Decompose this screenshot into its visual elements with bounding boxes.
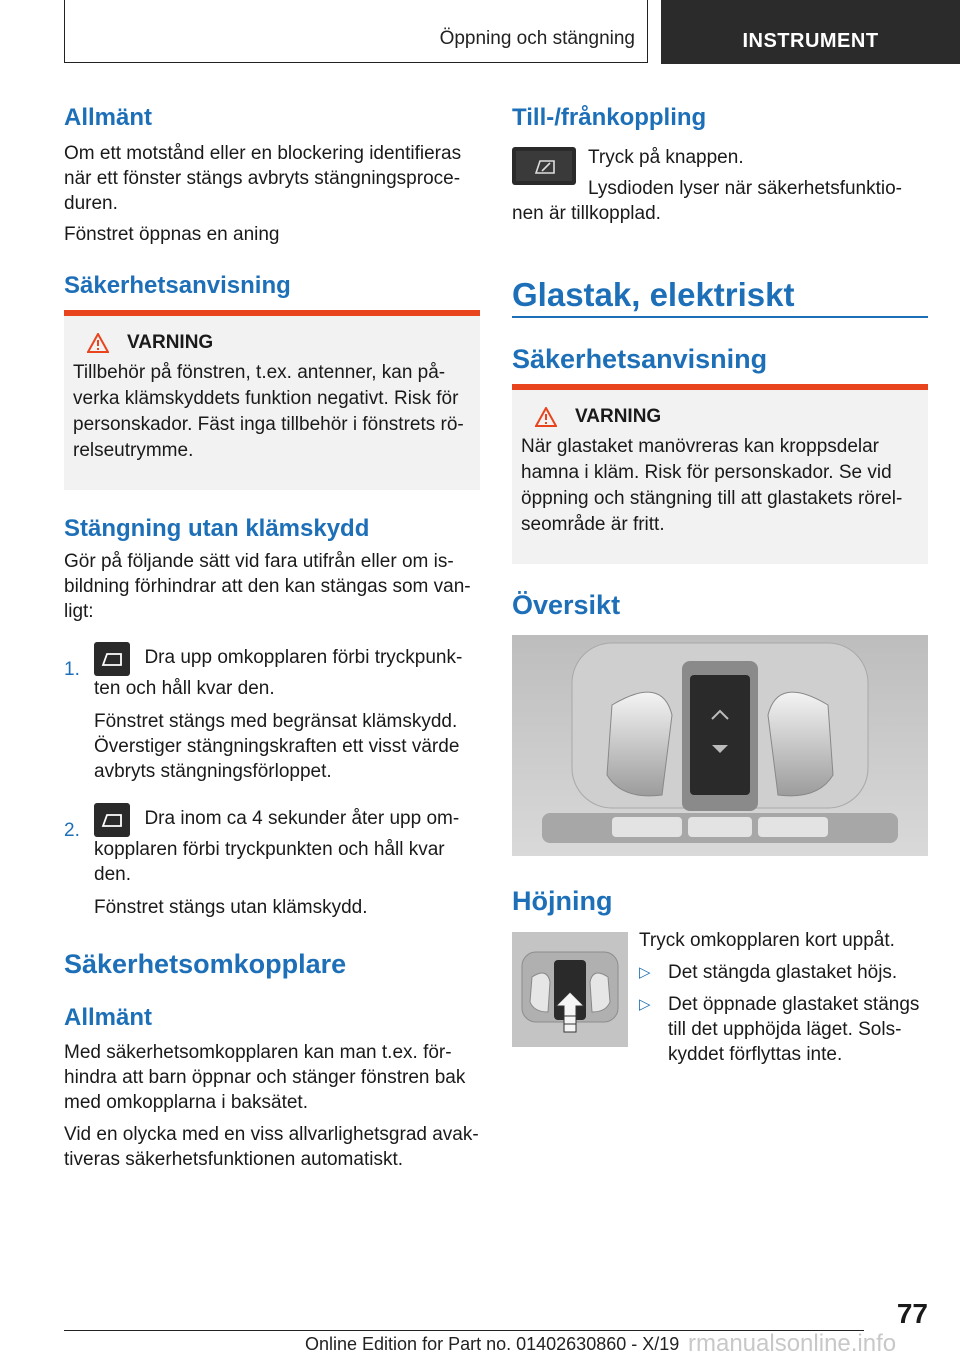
paragraph-allmant2-2: Vid en olycka med en viss allvarlighetsgrad avak-tiveras säkerhetsfunktionen automatiskt. — [64, 1124, 479, 1170]
warning-title: VARNING — [127, 332, 214, 353]
step-subtext: Fönstret stängs utan klämskydd. — [94, 897, 368, 918]
list-item — [639, 960, 929, 985]
bullet-text: Det öppnade glastaket stängs till det upphöjda läget. Sols-kyddet förflyttas inte. — [668, 994, 920, 1065]
warning-box — [64, 310, 480, 490]
heading-glastak: Glastak, elektriskt — [512, 276, 795, 313]
header-section-title: Öppning och stängning — [439, 28, 635, 49]
heading-sakerhetsanvisning-2: Säkerhetsanvisning — [512, 344, 768, 374]
header-chapter-tab: INSTRUMENT — [661, 0, 960, 64]
warning-text: Tillbehör på fönstren, t.ex. antenner, kan på-verka klämskyddets funktion negativt. Risk för personskador. Fäst inga tillbehör i fönstrets rö-relseutrymme. — [73, 362, 464, 461]
header-frame — [64, 0, 648, 63]
paragraph-allmant2-1: Med säkerhetsomkopplaren kan man t.ex. för-hindra att barn öppnar och stänger fönstren bak med omkopplarna i baksätet. — [64, 1042, 466, 1113]
warning-box — [512, 384, 928, 564]
paragraph-till-1: Tryck på knappen. — [588, 147, 744, 168]
window-switch-icon — [94, 803, 130, 837]
heading-allmant-2: Allmänt — [64, 1004, 153, 1031]
heading-allmant: Allmänt — [64, 104, 153, 131]
heading-sakerhetsanvisning: Säkerhetsanvisning — [64, 272, 291, 299]
bullet-icon: ▷ — [639, 996, 651, 1013]
list-item — [639, 992, 929, 1067]
paragraph-allmant-2: Fönstret öppnas en aning — [64, 224, 280, 245]
warning-bar — [512, 384, 928, 390]
heading-hojning: Höjning — [512, 886, 613, 916]
paragraph-till-2: Lysdioden lyser när säkerhetsfunktio-nen är tillkopplad. — [512, 178, 903, 224]
heading-rule — [512, 316, 928, 318]
overview-photo — [512, 635, 928, 856]
step-subtext: Fönstret stängs med begränsat klämskydd. Överstiger stängningskraften ett visst värde avbryts stängningsförloppet. — [94, 711, 460, 782]
list-item — [64, 642, 480, 784]
raise-photo — [512, 932, 628, 1047]
bullet-text: Det stängda glastaket höjs. — [668, 962, 898, 983]
paragraph-allmant-1: Om ett motstånd eller en blockering identifieras när ett fönster stängs avbryts stängningsproce-duren. — [64, 143, 462, 214]
step-text: Dra inom ca 4 sekunder åter upp om-kopplaren förbi tryckpunkten och håll kvar den. — [94, 808, 460, 885]
step-number: 2. — [64, 820, 80, 841]
paragraph-hojning: Tryck omkopplaren kort uppåt. — [639, 930, 895, 951]
warning-text: När glastaket manövreras kan kroppsdelar hamna i kläm. Risk för personskador. Se vid öppning och stängning till att glastakets rörel-seområde är fritt. — [521, 436, 903, 535]
paragraph-stangning: Gör på följande sätt vid fara utifrån eller om is-bildning förhindrar att den kan stängas som van-ligt: — [64, 551, 471, 622]
warning-title: VARNING — [575, 406, 662, 427]
warning-bar — [64, 310, 480, 316]
heading-oversikt: Översikt — [512, 590, 621, 620]
heading-stangning: Stängning utan klämskydd — [64, 515, 370, 542]
step-number: 1. — [64, 659, 80, 680]
footer-watermark: rmanualsonline.info — [688, 1330, 897, 1357]
page-number: 77 — [896, 1298, 928, 1329]
step-text: Dra upp omkopplaren förbi tryckpunk-ten och håll kvar den. — [94, 647, 463, 699]
window-switch-icon — [94, 642, 130, 676]
bullet-icon: ▷ — [639, 964, 651, 981]
warning-triangle-icon — [535, 407, 557, 427]
footer-edition: Online Edition for Part no. 01402630860 - X/19 — [305, 1334, 680, 1354]
heading-sakerhetsomkopplare: Säkerhetsomkopplare — [64, 949, 347, 979]
warning-triangle-icon — [87, 333, 109, 353]
list-item — [64, 803, 480, 920]
heading-till-frankoppling: Till-/frånkoppling — [512, 104, 707, 131]
